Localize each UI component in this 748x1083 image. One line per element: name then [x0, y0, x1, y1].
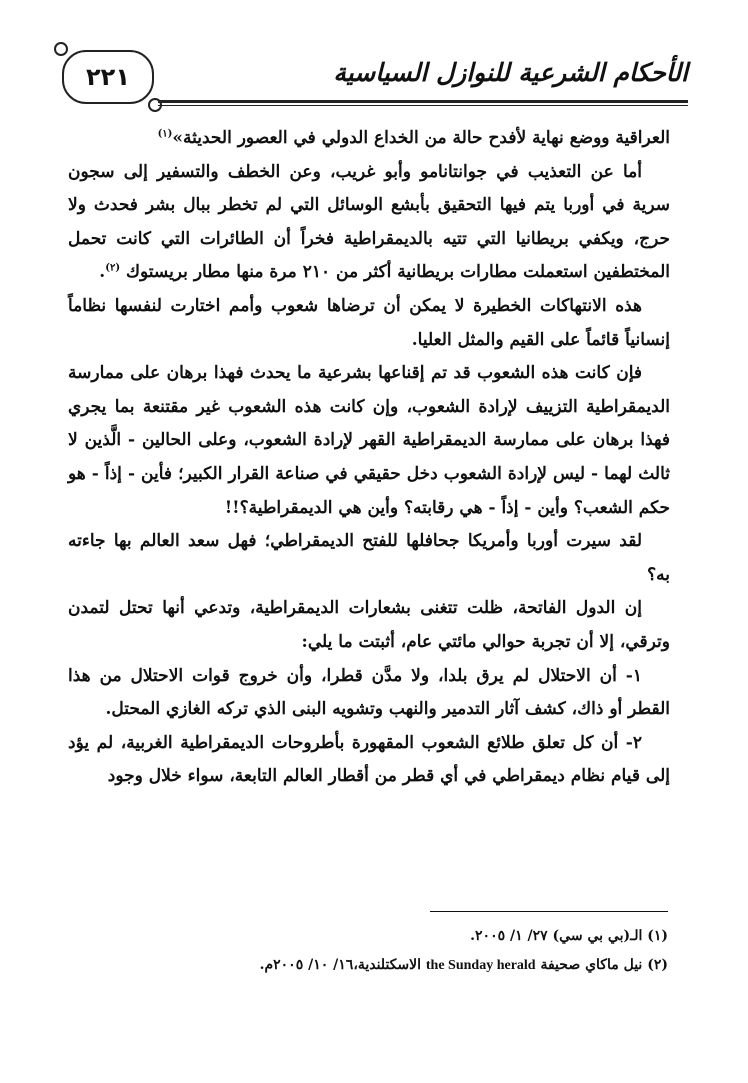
book-title: الأحكام الشرعية للنوازل السياسية	[333, 58, 688, 87]
body-text	[68, 122, 670, 794]
list-item: ٢- أن كل تعلق طلائع الشعوب المقهورة بأطروحات الديمقراطية الغربية، لم يؤد إلى قيام نظام ديمقراطي في أي قطر من أقطار العالم التابعة، سواء خلال وجود	[68, 732, 670, 787]
footnote-mark: (١)	[157, 128, 173, 140]
page-number: ٢٢١	[62, 50, 154, 104]
footnote-1: (١) الـ(بي بي سي) ٢٧/ ١/ ٢٠٠٥.	[470, 928, 668, 944]
footnote-mark: (٢)	[105, 262, 121, 274]
footnote-divider	[430, 911, 668, 912]
paragraph: أما عن التعذيب في جوانتانامو وأبو غريب، وعن الخطف والتسفير إلى سجون سرية في أوربا يتم فيها التحقيق بأبشع الوسائل التي لم تخطر ببال بشر فحدث ولا حرج، ويكفي بريطانيا التي تتيه بالديمقراطية فخراً أن الطائرات التي كانت تحمل المختطفين استعملت مطارات بريطانية أكثر من ٢١٠ مرة منها مطار بريستوك $^{(٢)}$.	[68, 161, 670, 283]
paragraph: العراقية ووضع نهاية لأفدح حالة من الخداع الدولي في العصور الحديثة»$^{(١)}$	[157, 128, 670, 148]
newspaper-name: the Sunday herald	[425, 958, 536, 973]
paragraph: لقد سيرت أوربا وأمريكا جحافلها للفتح الديمقراطي؛ فهل سعد العالم بها جاءته به؟	[68, 531, 670, 585]
footnote-2: (٢) نيل ماكاي صحيفة the Sunday herald الاسكتلندية،١٦/ ١٠/ ٢٠٠٥م.	[259, 957, 668, 973]
header-rule	[158, 100, 688, 103]
footnotes	[120, 922, 668, 980]
paragraph: إن الدول الفاتحة، ظلت تتغنى بشعارات الديمقراطية، وتدعي أنها تحتل لتمدن وترقي، إلا أن تجربة حوالي مائتي عام، أثبتت ما يلي:	[68, 598, 670, 652]
paragraph: فإن كانت هذه الشعوب قد تم إقناعها بشرعية ما يحدث فهذا برهان على ممارسة الديمقراطية التزييف لإرادة الشعوب، وإن كانت هذه الشعوب غير مقتنعة بما يجري فهذا برهان على ممارسة الديمقراطية القهر لإرادة الشعوب، وعلى الحالين - الَّذين لا ثالث لهما - ليس لإرادة الشعوب دخل حقيقي في صناعة القرار الكبير؛ فأين - إذاً - هو حكم الشعب؟ وأين - إذاً - هي رقابته؟ وأين هي الديمقراطية؟!!	[68, 363, 670, 518]
paragraph: هذه الانتهاكات الخطيرة لا يمكن أن ترضاها شعوب وأمم اختارت لنفسها نظاماً إنسانياً قائماً على القيم والمثل العليا.	[68, 295, 670, 350]
header-rule-thin	[158, 105, 688, 106]
list-item: ١- أن الاحتلال لم يرق بلدا، ولا مدَّن قطرا، وأن خروج قوات الاحتلال من هذا القطر أو ذاك، كشف آثار التدمير والنهب وتشويه البنى الذي تركه الغازي المحتل.	[68, 665, 670, 720]
page-header	[58, 40, 688, 108]
